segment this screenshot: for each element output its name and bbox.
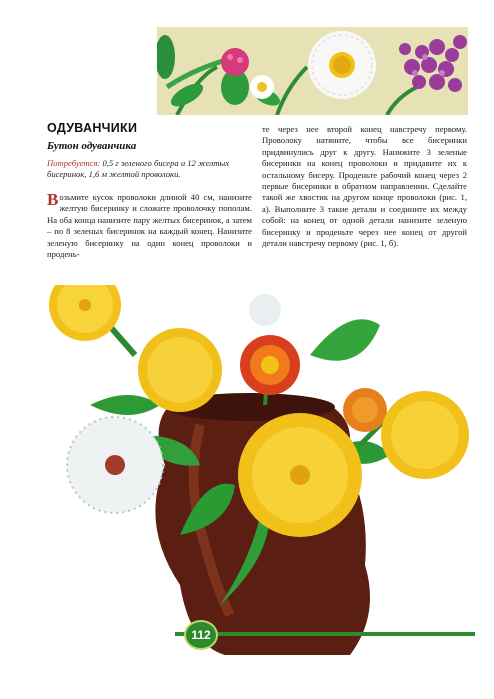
body-text-1: озьмите кусок проволоки длиной 40 см, нанизите желтую бисеринку и сложите проволочку пополам. На оба конца нанизите пару желтых бисеринок, а затем – по 8 зеленых бисеринок на каждый конец. Нанизите зеленую бисеринку на один конец проволоки и продень- bbox=[47, 192, 252, 260]
beaded-dandelions-photo bbox=[30, 285, 480, 655]
body-column-2: те через нее второй конец навстречу первому. Проволоку натяните, чтобы все бисеринки придвинулись друг к другу. Нанижите 3 зеленые бисеринки на конец проволоки и придавите их к остальному бисеру. Проденьте рабочий конец через 2 первые бисеринки в обратном направлении. Сделайте такой же хвостик на другом конце проволоки (рис. 1, а). Выполните 3 такие детали и соедините их между собой: на конец от одной детали нанизите зеленую бисеринку и проденьте через нее конец от другой детали навстречу первому (рис. 1, б). bbox=[262, 124, 467, 249]
materials-text: 0,5 г зеленого бисера и 12 желтых бисеринок, 1,6 м желтой проволоки. bbox=[47, 158, 230, 180]
materials-note bbox=[47, 158, 252, 181]
footer-rule bbox=[175, 632, 475, 636]
page-number-badge: 112 bbox=[184, 620, 218, 650]
body-column-1 bbox=[47, 192, 252, 260]
section-subtitle: Бутон одуванчика bbox=[47, 140, 137, 152]
beaded-flowers-banner-image bbox=[157, 27, 468, 115]
drop-cap: В bbox=[47, 190, 59, 209]
article-title: ОДУВАНЧИКИ bbox=[47, 121, 138, 135]
materials-label: Потребуется: bbox=[47, 158, 101, 168]
